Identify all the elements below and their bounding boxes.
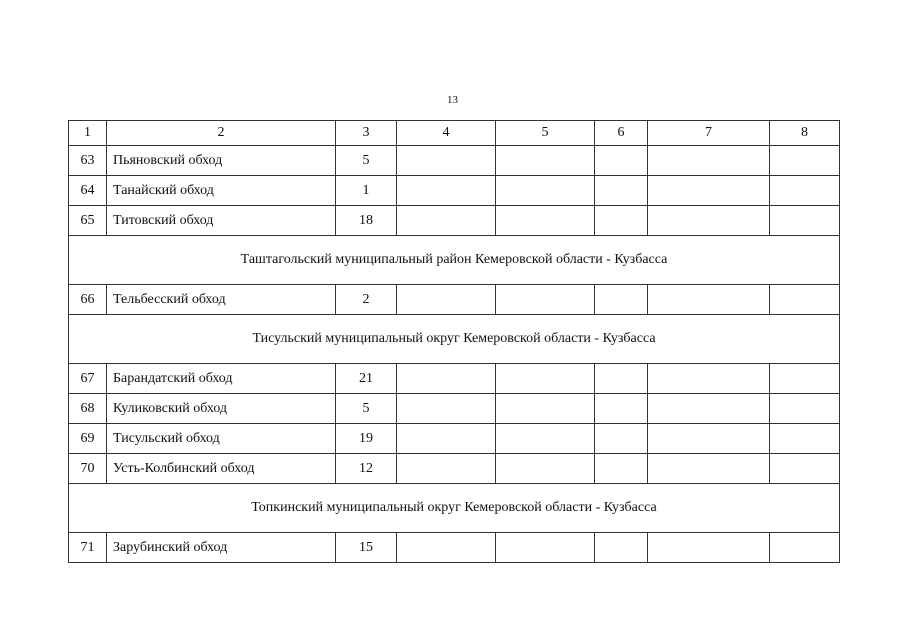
row-number: 63	[69, 146, 107, 176]
column-3-value: 2	[336, 285, 397, 315]
empty-cell-col-8	[770, 364, 840, 394]
column-number-1: 1	[69, 121, 107, 146]
empty-cell-col-8	[770, 206, 840, 236]
table-row	[69, 176, 840, 206]
column-3-value: 1	[336, 176, 397, 206]
row-number: 67	[69, 364, 107, 394]
empty-cell-col-4	[397, 454, 496, 484]
forest-unit-name: Тисульский обход	[107, 424, 336, 454]
column-3-value: 21	[336, 364, 397, 394]
empty-cell-col-8	[770, 146, 840, 176]
column-3-value: 18	[336, 206, 397, 236]
forest-unit-name: Тельбесский обход	[107, 285, 336, 315]
empty-cell-col-4	[397, 424, 496, 454]
row-number: 71	[69, 533, 107, 563]
forest-unit-name: Куликовский обход	[107, 394, 336, 424]
column-number-3: 3	[336, 121, 397, 146]
empty-cell-col-7	[648, 364, 770, 394]
row-number: 64	[69, 176, 107, 206]
table-row	[69, 364, 840, 394]
forest-unit-name: Титовский обход	[107, 206, 336, 236]
table-row	[69, 533, 840, 563]
page-number: 13	[447, 94, 458, 106]
empty-cell-col-7	[648, 394, 770, 424]
column-3-value: 12	[336, 454, 397, 484]
empty-cell-col-4	[397, 394, 496, 424]
empty-cell-col-6	[595, 206, 648, 236]
column-3-value: 5	[336, 146, 397, 176]
row-number: 65	[69, 206, 107, 236]
empty-cell-col-5	[496, 454, 595, 484]
empty-cell-col-4	[397, 364, 496, 394]
forest-unit-name: Танайский обход	[107, 176, 336, 206]
row-number: 69	[69, 424, 107, 454]
empty-cell-col-6	[595, 454, 648, 484]
section-header-row	[69, 315, 840, 364]
column-number-6: 6	[595, 121, 648, 146]
forest-units-table	[68, 120, 840, 563]
empty-cell-col-6	[595, 394, 648, 424]
table-row	[69, 394, 840, 424]
row-number: 68	[69, 394, 107, 424]
forest-unit-name: Барандатский обход	[107, 364, 336, 394]
column-3-value: 15	[336, 533, 397, 563]
row-number: 70	[69, 454, 107, 484]
empty-cell-col-4	[397, 206, 496, 236]
column-number-5: 5	[496, 121, 595, 146]
section-title: Тисульский муниципальный округ Кемеровской области - Кузбасса	[69, 315, 840, 364]
empty-cell-col-8	[770, 533, 840, 563]
table-row	[69, 146, 840, 176]
empty-cell-col-4	[397, 533, 496, 563]
column-3-value: 5	[336, 394, 397, 424]
column-number-2: 2	[107, 121, 336, 146]
empty-cell-col-5	[496, 146, 595, 176]
empty-cell-col-6	[595, 146, 648, 176]
forest-unit-name: Усть-Колбинский обход	[107, 454, 336, 484]
column-number-7: 7	[648, 121, 770, 146]
empty-cell-col-6	[595, 285, 648, 315]
empty-cell-col-4	[397, 176, 496, 206]
empty-cell-col-7	[648, 285, 770, 315]
empty-cell-col-7	[648, 424, 770, 454]
section-title: Таштагольский муниципальный район Кемеровской области - Кузбасса	[69, 236, 840, 285]
empty-cell-col-5	[496, 285, 595, 315]
section-header-row	[69, 484, 840, 533]
empty-cell-col-6	[595, 424, 648, 454]
empty-cell-col-8	[770, 285, 840, 315]
row-number: 66	[69, 285, 107, 315]
section-title: Топкинский муниципальный округ Кемеровской области - Кузбасса	[69, 484, 840, 533]
empty-cell-col-5	[496, 206, 595, 236]
column-number-4: 4	[397, 121, 496, 146]
empty-cell-col-6	[595, 364, 648, 394]
empty-cell-col-8	[770, 176, 840, 206]
column-number-8: 8	[770, 121, 840, 146]
empty-cell-col-5	[496, 176, 595, 206]
empty-cell-col-5	[496, 424, 595, 454]
empty-cell-col-7	[648, 206, 770, 236]
empty-cell-col-7	[648, 146, 770, 176]
column-3-value: 19	[336, 424, 397, 454]
empty-cell-col-4	[397, 285, 496, 315]
empty-cell-col-5	[496, 394, 595, 424]
empty-cell-col-6	[595, 533, 648, 563]
column-number-header-row	[69, 121, 840, 146]
table-body	[69, 121, 840, 563]
table-row	[69, 454, 840, 484]
section-header-row	[69, 236, 840, 285]
table-row	[69, 424, 840, 454]
empty-cell-col-7	[648, 533, 770, 563]
empty-cell-col-6	[595, 176, 648, 206]
forest-unit-name: Пьяновский обход	[107, 146, 336, 176]
empty-cell-col-4	[397, 146, 496, 176]
empty-cell-col-7	[648, 176, 770, 206]
empty-cell-col-8	[770, 454, 840, 484]
empty-cell-col-7	[648, 454, 770, 484]
table-row	[69, 285, 840, 315]
empty-cell-col-8	[770, 424, 840, 454]
empty-cell-col-5	[496, 364, 595, 394]
empty-cell-col-5	[496, 533, 595, 563]
table-row	[69, 206, 840, 236]
empty-cell-col-8	[770, 394, 840, 424]
forest-unit-name: Зарубинский обход	[107, 533, 336, 563]
